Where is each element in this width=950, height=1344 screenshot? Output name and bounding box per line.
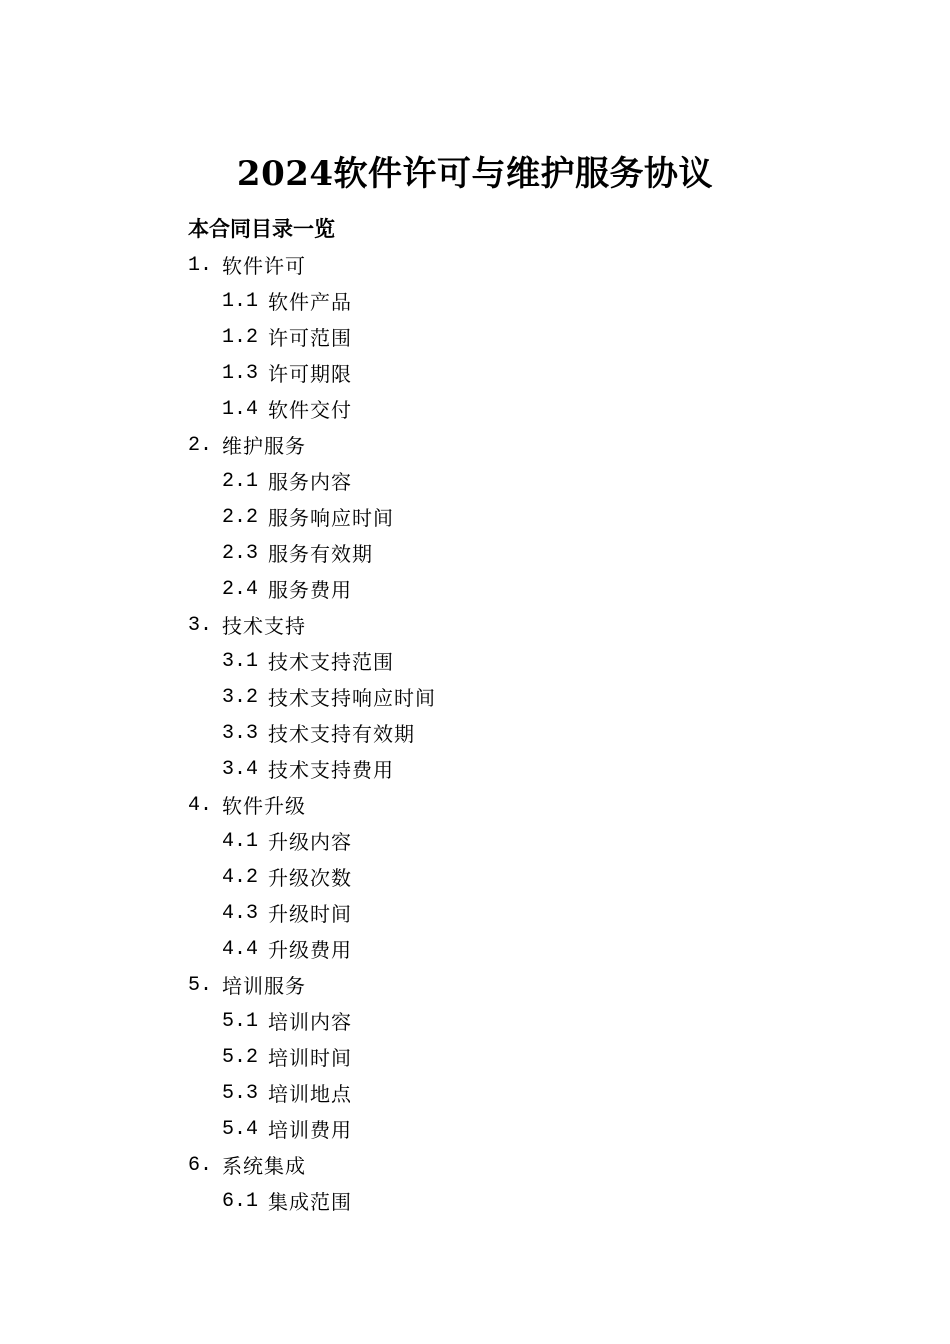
toc-item-number: 1. xyxy=(188,254,213,277)
toc-item-number: 2. xyxy=(188,434,213,457)
toc-subsection xyxy=(188,932,788,968)
toc-subsection xyxy=(188,464,788,500)
toc-subsection xyxy=(188,320,788,356)
toc-item-text: 许可期限 xyxy=(268,362,352,386)
document-title: 2024软件许可与维护服务协议 xyxy=(236,154,714,194)
toc-item-number: 5.4 xyxy=(222,1118,259,1141)
toc-item-text: 许可范围 xyxy=(268,326,352,350)
toc-subsection xyxy=(188,1112,788,1148)
toc-section xyxy=(188,428,788,464)
toc-item-text: 升级时间 xyxy=(268,902,352,926)
toc-subsection xyxy=(188,1184,788,1220)
toc-section xyxy=(188,248,788,284)
toc-heading: 本合同目录一览 xyxy=(188,216,335,241)
toc-item-text: 服务有效期 xyxy=(268,542,373,566)
toc-item-number: 1.4 xyxy=(222,398,259,421)
toc-item-text: 技术支持费用 xyxy=(268,758,394,782)
toc-item-text: 升级次数 xyxy=(268,866,352,890)
toc-item-text: 培训地点 xyxy=(268,1082,352,1106)
toc-item-text: 软件交付 xyxy=(268,398,352,422)
toc-item-text: 服务响应时间 xyxy=(268,506,394,530)
toc-section xyxy=(188,608,788,644)
toc-item-number: 2.2 xyxy=(222,506,259,529)
toc-subsection xyxy=(188,716,788,752)
toc-item-number: 1.2 xyxy=(222,326,259,349)
toc-item-number: 3. xyxy=(188,614,213,637)
toc-section xyxy=(188,968,788,1004)
toc-item-number: 2.4 xyxy=(222,578,259,601)
toc-subsection xyxy=(188,824,788,860)
toc-item-number: 3.3 xyxy=(222,722,259,745)
toc-item-number: 2.3 xyxy=(222,542,259,565)
toc-item-text: 升级内容 xyxy=(268,830,352,854)
toc-item-text: 软件升级 xyxy=(222,794,306,818)
toc-item-text: 系统集成 xyxy=(222,1154,306,1178)
toc-item-number: 3.2 xyxy=(222,686,259,709)
toc-item-number: 3.4 xyxy=(222,758,259,781)
toc-section xyxy=(188,1148,788,1184)
toc-item-text: 技术支持范围 xyxy=(268,650,394,674)
toc-item-number: 5.1 xyxy=(222,1010,259,1033)
toc-item-number: 1.1 xyxy=(222,290,259,313)
toc-subsection xyxy=(188,896,788,932)
toc-item-number: 4.1 xyxy=(222,830,259,853)
toc-section xyxy=(188,788,788,824)
toc-item-text: 培训服务 xyxy=(222,974,306,998)
toc-subsection xyxy=(188,1076,788,1112)
toc-item-number: 5. xyxy=(188,974,213,997)
toc-item-number: 3.1 xyxy=(222,650,259,673)
toc-item-text: 服务内容 xyxy=(268,470,352,494)
toc-item-number: 4.4 xyxy=(222,938,259,961)
toc-subsection xyxy=(188,1040,788,1076)
toc-item-number: 4.3 xyxy=(222,902,259,925)
toc-subsection xyxy=(188,572,788,608)
toc-subsection xyxy=(188,680,788,716)
toc-subsection xyxy=(188,392,788,428)
toc-item-text: 软件产品 xyxy=(268,290,352,314)
toc-subsection xyxy=(188,644,788,680)
toc-item-text: 维护服务 xyxy=(222,434,306,458)
toc-item-text: 集成范围 xyxy=(268,1190,352,1214)
toc-item-number: 6.1 xyxy=(222,1190,259,1213)
toc-item-text: 培训时间 xyxy=(268,1046,352,1070)
toc-item-text: 技术支持 xyxy=(222,614,306,638)
toc-subsection xyxy=(188,860,788,896)
toc-item-number: 4.2 xyxy=(222,866,259,889)
toc-item-text: 升级费用 xyxy=(268,938,352,962)
toc-subsection xyxy=(188,500,788,536)
toc-subsection xyxy=(188,284,788,320)
toc-item-text: 服务费用 xyxy=(268,578,352,602)
toc-subsection xyxy=(188,752,788,788)
toc-item-number: 5.3 xyxy=(222,1082,259,1105)
table-of-contents xyxy=(188,248,788,1220)
toc-item-text: 技术支持有效期 xyxy=(268,722,415,746)
toc-item-text: 软件许可 xyxy=(222,254,306,278)
toc-item-number: 1.3 xyxy=(222,362,259,385)
toc-item-text: 培训费用 xyxy=(268,1118,352,1142)
toc-item-text: 培训内容 xyxy=(268,1010,352,1034)
toc-item-number: 2.1 xyxy=(222,470,259,493)
toc-subsection xyxy=(188,536,788,572)
toc-item-text: 技术支持响应时间 xyxy=(268,686,436,710)
toc-item-number: 6. xyxy=(188,1154,213,1177)
toc-subsection xyxy=(188,1004,788,1040)
toc-item-number: 5.2 xyxy=(222,1046,259,1069)
toc-subsection xyxy=(188,356,788,392)
toc-item-number: 4. xyxy=(188,794,213,817)
